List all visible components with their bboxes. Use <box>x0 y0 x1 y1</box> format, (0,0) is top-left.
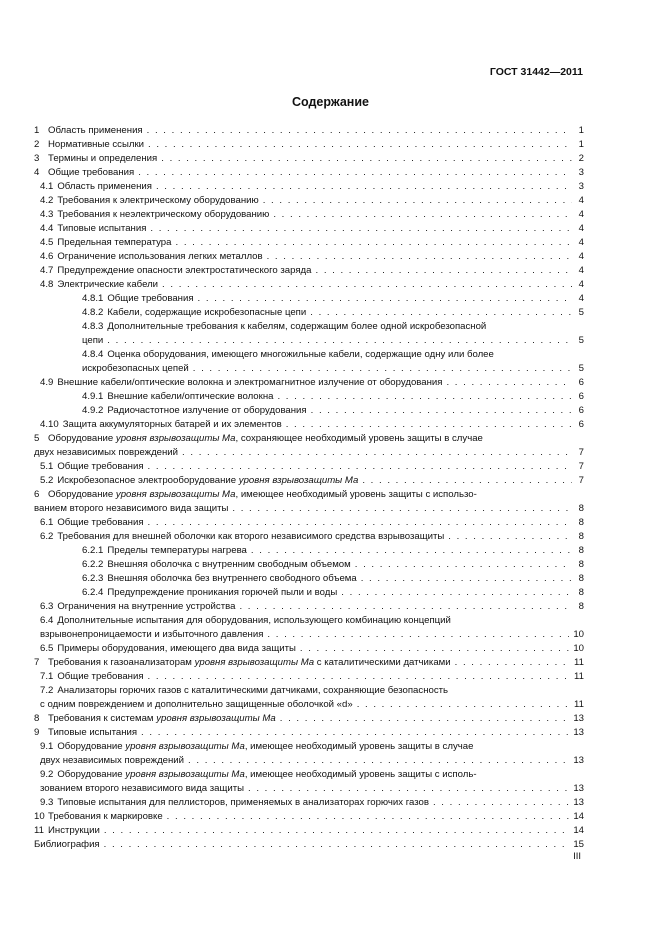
toc-entry-number: 4.5 <box>40 237 54 248</box>
dot-leader <box>107 334 572 348</box>
toc-entry-page: 10 <box>573 643 584 654</box>
toc-entry-title <box>57 474 358 488</box>
toc-entry-title <box>57 376 442 390</box>
toc-entry-page: 11 <box>574 657 584 668</box>
toc-entry-title <box>57 194 258 208</box>
toc-entry-number: 6.2.1 <box>82 545 104 556</box>
toc-entry-text: Оценка оборудования, имеющего многожильные кабели, содержащие одну или более <box>107 349 494 360</box>
toc-entry-title <box>48 432 483 446</box>
toc-entry[interactable] <box>34 278 584 292</box>
toc-entry-page: 13 <box>573 783 584 794</box>
toc-entry-title <box>57 642 296 656</box>
toc-entry[interactable] <box>34 390 584 404</box>
toc-entry-text: Анализаторы горючих газов с каталитическими датчиками, сохраняющие безопасность <box>57 685 449 696</box>
dot-leader <box>455 656 570 670</box>
toc-entry-text-italic: уровня взрывозащиты Ма <box>115 489 236 500</box>
toc-entry-number: 4.10 <box>40 419 59 430</box>
toc-entry-title <box>48 712 276 726</box>
toc-entry-number: 11 <box>34 825 44 836</box>
toc-entry-number: 7 <box>34 657 40 668</box>
dot-leader <box>362 474 572 488</box>
toc-entry-number: 4 <box>34 167 40 178</box>
toc-entry-page: 4 <box>578 223 584 234</box>
toc-entry-title <box>57 796 429 810</box>
toc-entry-number: 6.2.4 <box>82 587 104 598</box>
toc-entry-text: Радиочастотное излучение от оборудования <box>107 405 307 416</box>
toc-entry-text: Предупреждение опасности электростатического заряда <box>57 265 312 276</box>
toc-entry-page: 7 <box>578 461 584 472</box>
dot-leader <box>193 362 572 376</box>
toc-entry[interactable] <box>34 670 584 684</box>
toc-entry-text: Дополнительные испытания для оборудования, использующего комбинацию концепций <box>57 615 451 626</box>
toc-entry-page: 13 <box>573 797 584 808</box>
toc-entry-text-italic: уровня взрывозащиты Ма <box>125 769 245 780</box>
toc-entry-title <box>57 222 146 236</box>
toc-entry-text: , сохраняющее необходимый уровень защиты в случае <box>235 433 483 444</box>
dot-leader <box>148 670 571 684</box>
toc-entry-text: Пределы температуры нагрева <box>107 545 247 556</box>
toc-entry-title <box>57 530 444 544</box>
toc-entry[interactable] <box>34 768 584 796</box>
toc-entry-page: 4 <box>578 237 584 248</box>
toc-entry-title <box>107 306 306 320</box>
toc-entry-text: Ограничения на внутренние устройства <box>57 601 236 612</box>
toc-entry-number: 10 <box>34 811 45 822</box>
toc-entry-text: Внешняя оболочка без внутреннего свободного объема <box>107 573 357 584</box>
toc-entry-number: 4.8 <box>40 279 54 290</box>
toc-entry-text: Искробезопасное электрооборудование <box>57 475 239 486</box>
toc-entry-page: 4 <box>578 195 584 206</box>
toc-entry-text: Ограничение использования легких металлов <box>57 251 263 262</box>
toc-entry[interactable] <box>34 432 584 460</box>
toc-entry-number: 5.2 <box>40 475 54 486</box>
dot-leader <box>341 586 572 600</box>
toc-entry-text: с одним повреждением и дополнительно защищенные оболочкой «d» <box>40 699 353 710</box>
toc-entry[interactable] <box>34 236 584 250</box>
toc-entry-number: 4.3 <box>40 209 54 220</box>
toc-entry-page: 10 <box>573 629 584 640</box>
toc-entry[interactable] <box>34 180 584 194</box>
toc-entry-text: Область применения <box>57 181 152 192</box>
toc-entry-number: 9.1 <box>40 741 54 752</box>
dot-leader <box>156 180 572 194</box>
toc-entry-text: Требования к маркировке <box>48 811 163 822</box>
dot-leader <box>138 166 572 180</box>
toc-entry-title <box>57 600 235 614</box>
toc-entry-number: 4.7 <box>40 265 54 276</box>
toc-entry-number: 9 <box>34 727 40 738</box>
toc-entry-title <box>40 698 353 712</box>
toc-entry-page: 8 <box>578 517 584 528</box>
toc-entry-page: 4 <box>578 251 584 262</box>
toc-entry-text: Требования к неэлектрическому оборудованию <box>57 209 270 220</box>
toc-entry-page: 8 <box>578 531 584 542</box>
toc-entry-text: Дополнительные требования к кабелям, содержащим более одной искробезопасной <box>107 321 487 332</box>
toc-entry[interactable] <box>34 544 584 558</box>
toc-entry-number: 5.1 <box>40 461 54 472</box>
toc-entry[interactable] <box>34 810 584 824</box>
toc-entry[interactable] <box>34 642 584 656</box>
toc-entry-title <box>82 334 103 348</box>
dot-leader <box>150 222 572 236</box>
dot-leader <box>161 152 572 166</box>
toc-entry-text: двух независимых повреждений <box>34 447 179 458</box>
toc-entry-text: Оборудование <box>48 433 116 444</box>
toc-entry[interactable] <box>34 712 584 726</box>
toc-entry[interactable] <box>34 740 584 768</box>
toc-entry-text: Кабели, содержащие искробезопасные цепи <box>107 307 307 318</box>
toc-entry[interactable] <box>34 292 584 306</box>
toc-entry-text: Общие требования <box>48 167 135 178</box>
toc-entry-title <box>57 684 448 698</box>
dot-leader <box>248 782 569 796</box>
toc-entry-page: 8 <box>578 573 584 584</box>
dot-leader <box>232 502 572 516</box>
toc-entry-text: Общие требования <box>107 293 194 304</box>
toc-entry-text: Внешняя оболочка с внутренним свободным объемом <box>107 559 351 570</box>
toc-entry[interactable] <box>34 166 584 180</box>
toc-entry-text: двух независимых повреждений <box>40 755 185 766</box>
dot-leader <box>273 208 572 222</box>
dot-leader <box>162 278 572 292</box>
dot-leader <box>167 810 570 824</box>
dot-leader <box>433 796 569 810</box>
dot-leader <box>357 698 570 712</box>
toc-entry-number: 4.1 <box>40 181 54 192</box>
toc-entry-text: зованием второго независимого вида защиты <box>40 783 244 794</box>
toc-entry-text: Типовые испытания для пеллисторов, применяемых в анализаторах горючих газов <box>57 797 429 808</box>
toc-entry-title <box>57 250 262 264</box>
toc-entry[interactable] <box>34 838 584 852</box>
toc-entry-text-italic: уровня взрывозащиты Ма <box>194 657 315 668</box>
toc-entry-number: 6.2.2 <box>82 559 104 570</box>
dot-leader <box>198 292 572 306</box>
dot-leader <box>311 404 572 418</box>
toc-entry-page: 7 <box>578 447 584 458</box>
toc-entry-title <box>107 404 306 418</box>
toc-entry[interactable] <box>34 348 584 376</box>
toc-entry-title <box>34 838 100 852</box>
toc-entry[interactable] <box>34 796 584 810</box>
toc-entry-text-italic: уровня взрывозащиты Ма <box>156 713 276 724</box>
toc-entry-page: 7 <box>578 475 584 486</box>
toc-entry-page: 4 <box>578 209 584 220</box>
toc-entry-page: 8 <box>578 559 584 570</box>
toc-entry-page: 14 <box>573 811 584 822</box>
toc-entry-page: 1 <box>578 139 584 150</box>
toc-entry-page: 8 <box>578 503 584 514</box>
toc-entry-page: 6 <box>578 391 584 402</box>
dot-leader <box>251 544 572 558</box>
toc-entry-title <box>82 362 189 376</box>
toc-entry[interactable] <box>34 614 584 642</box>
toc-entry-text: Защита аккумуляторных батарей и их элементов <box>62 419 282 430</box>
toc-entry-page: 5 <box>578 363 584 374</box>
toc-entry-text: , имеющее необходимый уровень защиты с использо- <box>235 489 477 500</box>
toc-entry-title <box>48 656 451 670</box>
toc-entry-page: 3 <box>578 181 584 192</box>
dot-leader <box>277 390 572 404</box>
toc-entry-number: 5 <box>34 433 40 444</box>
toc-entry-page: 8 <box>578 545 584 556</box>
toc-entry-page: 5 <box>578 335 584 346</box>
toc-entry-text: Типовые испытания <box>48 727 138 738</box>
toc-entry-number: 4.4 <box>40 223 54 234</box>
dot-leader <box>104 838 570 852</box>
toc-entry-number: 6.2 <box>40 531 54 542</box>
dot-leader <box>104 824 570 838</box>
toc-entry-text: Примеры оборудования, имеющего два вида защиты <box>57 643 296 654</box>
toc-entry-title <box>57 670 143 684</box>
toc-entry[interactable] <box>34 250 584 264</box>
toc-entry-text: Требования для внешней оболочки как второго независимого средства взрывозащиты <box>57 531 445 542</box>
toc-entry-number: 2 <box>34 139 40 150</box>
standard-number: ГОСТ 31442—2011 <box>489 66 583 78</box>
toc-entry-title <box>40 754 184 768</box>
toc-entry-page: 5 <box>578 307 584 318</box>
toc-entry-number: 6.1 <box>40 517 54 528</box>
toc-entry[interactable] <box>34 222 584 236</box>
dot-leader <box>175 236 572 250</box>
dot-leader <box>446 376 572 390</box>
toc-entry-text: Типовые испытания <box>57 223 147 234</box>
toc-entry[interactable] <box>34 320 584 348</box>
table-of-contents <box>34 124 584 852</box>
toc-entry[interactable] <box>34 124 584 138</box>
toc-entry-text: Предельная температура <box>57 237 172 248</box>
toc-entry-title <box>57 264 311 278</box>
toc-entry-number: 4.6 <box>40 251 54 262</box>
toc-entry-number: 1 <box>34 125 40 136</box>
toc-entry[interactable] <box>34 418 584 432</box>
toc-entry-number: 6.3 <box>40 601 54 612</box>
dot-leader <box>267 250 572 264</box>
toc-entry-title <box>40 782 244 796</box>
toc-entry-text: Общие требования <box>57 671 144 682</box>
toc-entry-number: 3 <box>34 153 40 164</box>
dot-leader <box>148 460 572 474</box>
toc-entry-number: 6 <box>34 489 40 500</box>
toc-entry-title <box>63 418 282 432</box>
toc-entry[interactable] <box>34 516 584 530</box>
dot-leader <box>355 558 572 572</box>
toc-entry-title <box>40 628 263 642</box>
toc-entry-text: Требования к электрическому оборудованию <box>57 195 259 206</box>
toc-entry[interactable] <box>34 824 584 838</box>
toc-entry-text: цепи <box>82 335 104 346</box>
toc-entry-text: Требования к системам <box>48 713 157 724</box>
toc-entry-number: 8 <box>34 713 40 724</box>
dot-leader <box>448 530 572 544</box>
dot-leader <box>239 600 572 614</box>
toc-entry-page: 13 <box>573 713 584 724</box>
dot-leader <box>280 712 570 726</box>
toc-entry-text: Область применения <box>48 125 143 136</box>
dot-leader <box>300 642 569 656</box>
page-number: III <box>573 851 581 862</box>
toc-entry-page: 8 <box>578 601 584 612</box>
toc-entry[interactable] <box>34 152 584 166</box>
toc-entry-page: 13 <box>573 755 584 766</box>
toc-entry-text: , имеющее необходимый уровень защиты в случае <box>244 741 474 752</box>
toc-entry-title <box>57 278 158 292</box>
toc-entry-text: Внешние кабели/оптические волокна <box>107 391 274 402</box>
toc-entry-page: 13 <box>573 727 584 738</box>
toc-entry-number: 4.9.2 <box>82 405 104 416</box>
toc-entry-title <box>48 152 157 166</box>
toc-entry-number: 6.4 <box>40 615 54 626</box>
toc-entry-number: 7.1 <box>40 671 54 682</box>
toc-entry-number: 4.9.1 <box>82 391 104 402</box>
toc-entry-page: 4 <box>578 265 584 276</box>
dot-leader <box>147 124 572 138</box>
toc-entry[interactable] <box>34 684 584 712</box>
toc-entry-number: 4.8.4 <box>82 349 104 360</box>
toc-entry-title <box>57 516 143 530</box>
toc-entry-title <box>48 138 144 152</box>
toc-entry-title <box>34 502 228 516</box>
dot-leader <box>182 446 572 460</box>
toc-entry-title <box>57 740 473 754</box>
toc-entry-number: 6.2.3 <box>82 573 104 584</box>
toc-entry-number: 7.2 <box>40 685 54 696</box>
toc-entry[interactable] <box>34 208 584 222</box>
toc-entry-text: Общие требования <box>57 517 144 528</box>
toc-entry[interactable] <box>34 474 584 488</box>
toc-entry-title <box>107 586 337 600</box>
toc-entry-title <box>57 614 451 628</box>
toc-entry-text-italic: уровня взрывозащиты Ма <box>125 741 245 752</box>
toc-entry-title <box>57 208 269 222</box>
toc-entry-page: 11 <box>574 671 584 682</box>
toc-entry[interactable] <box>34 656 584 670</box>
dot-leader <box>148 138 572 152</box>
toc-entry-text: Электрические кабели <box>57 279 159 290</box>
dot-leader <box>267 628 569 642</box>
toc-entry-title <box>48 810 163 824</box>
toc-entry-page: 4 <box>578 293 584 304</box>
toc-entry-title <box>107 572 356 586</box>
toc-entry-number: 9.2 <box>40 769 54 780</box>
toc-entry-title <box>48 124 143 138</box>
toc-entry-number: 9.3 <box>40 797 54 808</box>
toc-entry-number: 4.8.1 <box>82 293 104 304</box>
toc-entry-title <box>57 180 152 194</box>
toc-entry-text: искробезопасных цепей <box>82 363 189 374</box>
toc-entry-title <box>107 544 247 558</box>
toc-entry-page: 14 <box>573 825 584 836</box>
toc-entry-title <box>48 726 137 740</box>
toc-entry-number: 4.2 <box>40 195 54 206</box>
toc-entry[interactable] <box>34 586 584 600</box>
toc-entry-text-italic: уровня взрывозащиты Ма <box>115 433 236 444</box>
toc-entry-title <box>48 166 134 180</box>
toc-entry-number: 4.8.3 <box>82 321 104 332</box>
toc-entry-text: Оборудование <box>57 769 126 780</box>
toc-entry[interactable] <box>34 264 584 278</box>
toc-entry-page: 6 <box>578 419 584 430</box>
toc-entry-text: с каталитическими датчиками <box>314 657 451 668</box>
toc-entry-text: Инструкции <box>48 825 100 836</box>
dot-leader <box>361 572 572 586</box>
toc-entry-title <box>107 348 494 362</box>
toc-entry-number: 6.5 <box>40 643 54 654</box>
toc-entry-page: 6 <box>578 377 584 388</box>
toc-entry[interactable] <box>34 726 584 740</box>
toc-entry-text: Внешние кабели/оптические волокна и электромагнитное излучение от оборудования <box>57 377 443 388</box>
toc-entry[interactable] <box>34 376 584 390</box>
toc-entry[interactable] <box>34 306 584 320</box>
toc-entry-text: Оборудование <box>48 489 116 500</box>
toc-entry-text: Предупреждение проникания горючей пыли и воды <box>107 587 338 598</box>
toc-entry-page: 4 <box>578 279 584 290</box>
toc-entry[interactable] <box>34 138 584 152</box>
toc-entry-text-italic: уровня взрывозащиты Ма <box>238 475 359 486</box>
toc-entry-text: Требования к газоанализаторам <box>48 657 195 668</box>
dot-leader <box>286 418 572 432</box>
toc-entry-title <box>107 390 273 404</box>
toc-entry-text: Термины и определения <box>48 153 158 164</box>
toc-entry-page: 11 <box>574 699 584 710</box>
toc-entry-title <box>107 558 350 572</box>
toc-entry-title <box>57 768 476 782</box>
toc-entry-number: 4.9 <box>40 377 54 388</box>
toc-entry[interactable] <box>34 460 584 474</box>
toc-entry-number: 4.8.2 <box>82 307 104 318</box>
toc-entry-text: Библиография <box>34 839 100 850</box>
toc-entry-page: 15 <box>573 839 584 850</box>
toc-entry[interactable] <box>34 194 584 208</box>
toc-entry-text: Общие требования <box>57 461 144 472</box>
dot-leader <box>141 726 569 740</box>
toc-entry[interactable] <box>34 530 584 544</box>
toc-entry-title <box>48 488 477 502</box>
toc-entry-title <box>57 236 171 250</box>
toc-entry-text: Оборудование <box>57 741 126 752</box>
toc-entry-page: 2 <box>578 153 584 164</box>
toc-entry-page: 1 <box>578 125 584 136</box>
toc-entry[interactable] <box>34 404 584 418</box>
toc-entry-title <box>34 446 178 460</box>
toc-entry-title <box>107 292 193 306</box>
toc-entry-text: взрывонепроницаемости и избыточного давления <box>40 629 264 640</box>
toc-entry-title <box>57 460 143 474</box>
toc-entry-page: 6 <box>578 405 584 416</box>
dot-leader <box>310 306 572 320</box>
toc-entry[interactable] <box>34 488 584 516</box>
toc-entry-text: Нормативные ссылки <box>48 139 145 150</box>
dot-leader <box>188 754 569 768</box>
toc-title: Содержание <box>291 95 369 109</box>
toc-entry-text: , имеющее необходимый уровень защиты с исполь- <box>244 769 477 780</box>
dot-leader <box>315 264 572 278</box>
toc-entry[interactable] <box>34 572 584 586</box>
toc-entry-page: 3 <box>578 167 584 178</box>
toc-entry-title <box>48 824 100 838</box>
toc-entry-page: 8 <box>578 587 584 598</box>
dot-leader <box>148 516 572 530</box>
toc-entry[interactable] <box>34 558 584 572</box>
toc-entry[interactable] <box>34 600 584 614</box>
toc-entry-text: ванием второго независимого вида защиты <box>34 503 229 514</box>
dot-leader <box>263 194 572 208</box>
toc-entry-title <box>107 320 486 334</box>
